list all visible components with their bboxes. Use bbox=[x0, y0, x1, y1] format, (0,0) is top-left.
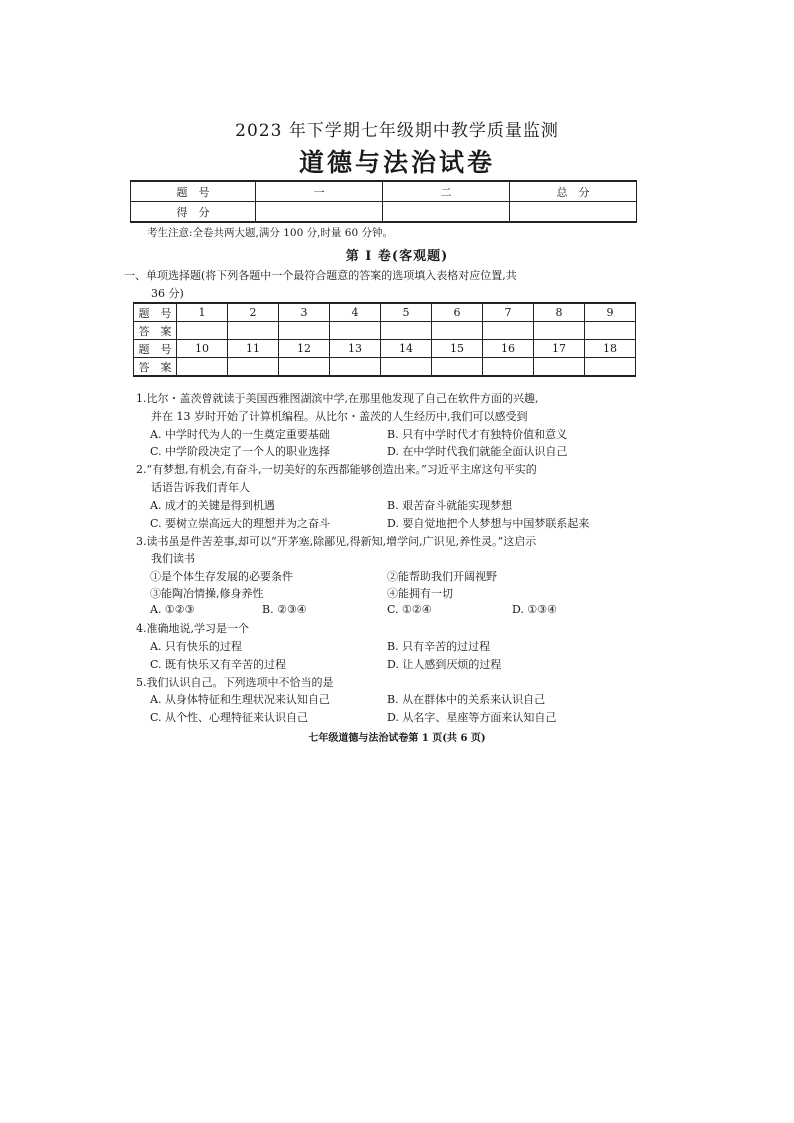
question-3-option-c[interactable]: C. ①②④ bbox=[387, 603, 432, 616]
question-3-stem: 3.读书虽是件苦差事,却可以“开茅塞,除鄙见,得新知,增学问,广识见,养性灵。”这启示 bbox=[136, 535, 537, 548]
question-number-cell: 15 bbox=[432, 340, 483, 358]
question-1-stem: 1.比尔・盖茨曾就读于美国西雅图湖滨中学,在那里他发现了自己在软件方面的兴趣, bbox=[136, 392, 539, 405]
question-number-cell: 6 bbox=[432, 303, 483, 322]
answer-table-label: 答 案 bbox=[134, 358, 177, 377]
question-number-cell: 11 bbox=[228, 340, 279, 358]
answer-cell[interactable] bbox=[585, 322, 636, 340]
question-3-option-d[interactable]: D. ①③④ bbox=[512, 603, 558, 616]
question-number-cell: 3 bbox=[279, 303, 330, 322]
question-2-stem: 2.“有梦想,有机会,有奋斗,一切美好的东西都能够创造出来。”习近平主席这句平实的 bbox=[136, 463, 537, 476]
answer-cell[interactable] bbox=[381, 322, 432, 340]
question-number-cell: 13 bbox=[330, 340, 381, 358]
score-cell[interactable] bbox=[383, 202, 510, 223]
answer-cell[interactable] bbox=[483, 358, 534, 377]
question-5-option-c[interactable]: C. 从个性、心理特征来认识自己 bbox=[150, 711, 309, 724]
question-5-option-b[interactable]: B. 从在群体中的关系来认识自己 bbox=[387, 693, 546, 706]
answer-cell[interactable] bbox=[228, 358, 279, 377]
question-number-cell: 4 bbox=[330, 303, 381, 322]
question-4-option-a[interactable]: A. 只有快乐的过程 bbox=[150, 640, 242, 653]
answer-cell[interactable] bbox=[483, 322, 534, 340]
score-table bbox=[130, 180, 637, 223]
question-1-option-a[interactable]: A. 中学时代为人的一生奠定重要基础 bbox=[150, 428, 330, 441]
question-1-option-b[interactable]: B. 只有中学时代才有独特价值和意义 bbox=[387, 428, 568, 441]
question-5-option-d[interactable]: D. 从名字、星座等方面来认知自己 bbox=[387, 711, 557, 724]
question-5-stem: 5.我们认识自己。下列选项中不恰当的是 bbox=[136, 676, 334, 689]
score-table-header-cell: 题 号 bbox=[131, 181, 256, 202]
subject-title: 道德与法治试卷 bbox=[298, 148, 495, 177]
answer-cell[interactable] bbox=[534, 322, 585, 340]
question-2-option-d[interactable]: D. 要自觉地把个人梦想与中国梦联系起来 bbox=[387, 517, 590, 530]
score-label-cell: 得 分 bbox=[131, 202, 256, 223]
answer-cell[interactable] bbox=[279, 358, 330, 377]
question-1-option-c[interactable]: C. 中学阶段决定了一个人的职业选择 bbox=[150, 445, 331, 458]
section-instruction: 36 分) bbox=[151, 287, 184, 300]
answer-cell[interactable] bbox=[585, 358, 636, 377]
question-number-cell: 2 bbox=[228, 303, 279, 322]
question-number-cell: 12 bbox=[279, 340, 330, 358]
question-number-cell: 17 bbox=[534, 340, 585, 358]
score-table-header-cell: 二 bbox=[383, 181, 510, 202]
question-number-cell: 9 bbox=[585, 303, 636, 322]
answer-table-label: 答 案 bbox=[134, 322, 177, 340]
question-4-option-b[interactable]: B. 只有辛苦的过过程 bbox=[387, 640, 491, 653]
question-3-option-b[interactable]: B. ②③④ bbox=[262, 603, 307, 616]
question-number-cell: 7 bbox=[483, 303, 534, 322]
exam-title: 2023 年下学期七年级期中教学质量监测 bbox=[235, 121, 559, 141]
question-2-option-b[interactable]: B. 艰苦奋斗就能实现梦想 bbox=[387, 499, 513, 512]
question-5-option-a[interactable]: A. 从身体特征和生理状况来认知自己 bbox=[150, 693, 330, 706]
question-3-item-2: ②能帮助我们开阔视野 bbox=[387, 570, 497, 583]
answer-table-label: 题 号 bbox=[134, 303, 177, 322]
question-number-cell: 16 bbox=[483, 340, 534, 358]
question-1-option-d[interactable]: D. 在中学时代我们就能全面认识自己 bbox=[387, 445, 568, 458]
question-number-cell: 10 bbox=[177, 340, 228, 358]
question-number-cell: 14 bbox=[381, 340, 432, 358]
question-4-option-c[interactable]: C. 既有快乐又有辛苦的过程 bbox=[150, 658, 287, 671]
answer-cell[interactable] bbox=[534, 358, 585, 377]
score-cell[interactable] bbox=[256, 202, 383, 223]
answer-cell[interactable] bbox=[330, 358, 381, 377]
question-1-stem: 并在 13 岁时开始了计算机编程。从比尔・盖茨的人生经历中,我们可以感受到 bbox=[151, 410, 528, 423]
page-footer: 七年级道德与法治试卷第 1 页(共 6 页) bbox=[308, 733, 486, 744]
question-number-cell: 18 bbox=[585, 340, 636, 358]
question-number-cell: 8 bbox=[534, 303, 585, 322]
question-2-option-a[interactable]: A. 成才的关键是得到机遇 bbox=[150, 499, 275, 512]
question-2-option-c[interactable]: C. 要树立崇高远大的理想并为之奋斗 bbox=[150, 517, 331, 530]
section-title: 第 Ⅰ 卷(客观题) bbox=[345, 249, 449, 264]
score-table-header-cell: 总 分 bbox=[510, 181, 637, 202]
answer-cell[interactable] bbox=[279, 322, 330, 340]
question-number-cell: 5 bbox=[381, 303, 432, 322]
question-2-stem: 话语告诉我们青年人 bbox=[151, 481, 250, 494]
answer-table bbox=[133, 302, 636, 377]
answer-table-label: 题 号 bbox=[134, 340, 177, 358]
answer-cell[interactable] bbox=[381, 358, 432, 377]
question-3-item-3: ③能陶冶情操,修身养性 bbox=[150, 587, 264, 600]
question-3-stem: 我们读书 bbox=[151, 552, 195, 565]
answer-cell[interactable] bbox=[330, 322, 381, 340]
question-3-item-1: ①是个体生存发展的必要条件 bbox=[150, 570, 293, 583]
question-3-option-a[interactable]: A. ①②③ bbox=[150, 603, 195, 616]
answer-cell[interactable] bbox=[228, 322, 279, 340]
score-table-header-cell: 一 bbox=[256, 181, 383, 202]
exam-notice: 考生注意:全卷共两大题,满分 100 分,时量 60 分钟。 bbox=[147, 227, 393, 239]
question-3-item-4: ④能拥有一切 bbox=[387, 587, 453, 600]
question-4-stem: 4.准确地说,学习是一个 bbox=[136, 622, 249, 635]
answer-cell[interactable] bbox=[432, 358, 483, 377]
question-number-cell: 1 bbox=[177, 303, 228, 322]
answer-cell[interactable] bbox=[432, 322, 483, 340]
section-instruction: 一、单项选择题(将下列各题中一个最符合题意的答案的选项填入表格对应位置,共 bbox=[124, 269, 517, 282]
score-cell[interactable] bbox=[510, 202, 637, 223]
question-4-option-d[interactable]: D. 让人感到厌烦的过程 bbox=[387, 658, 502, 671]
answer-cell[interactable] bbox=[177, 322, 228, 340]
answer-cell[interactable] bbox=[177, 358, 228, 377]
